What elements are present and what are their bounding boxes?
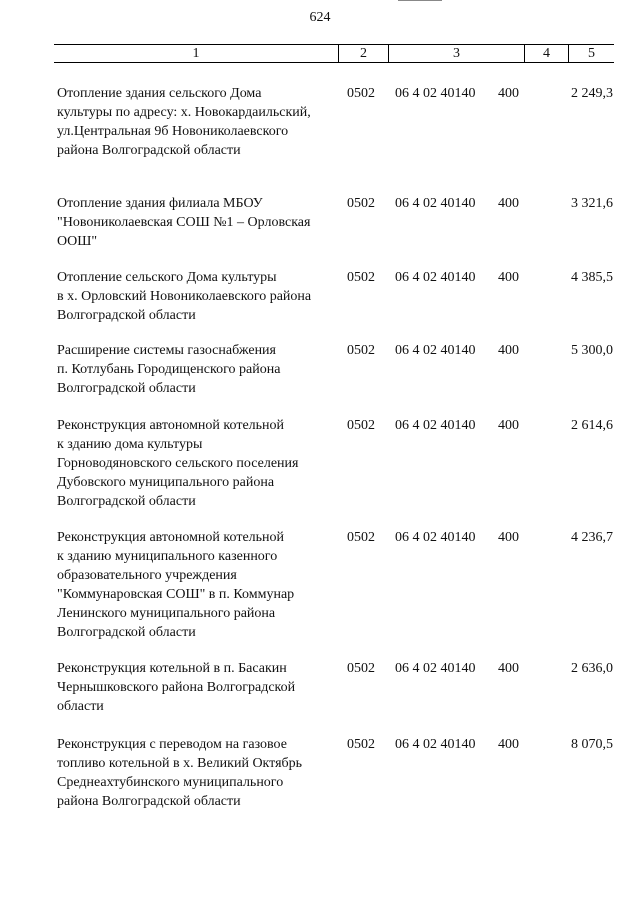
row-section: 0502	[347, 530, 375, 545]
row-type: 400	[498, 530, 519, 545]
row-code: 06 4 02 40140	[395, 418, 476, 433]
row-name: Реконструкция котельной в п. Басакин Чернышковского района Волгоградской области	[57, 661, 296, 714]
row-type: 400	[498, 270, 519, 285]
row-name: Реконструкция автономной котельной к зданию муниципального казенного образовательного учреждения "Коммунаровская СОШ" в п. Коммунар Ленинского муниципального района Волгоградской области	[57, 530, 295, 640]
row-section: 0502	[347, 661, 375, 676]
row-name: Отопление здания сельского Дома культуры по адресу: х. Новокардаильский, ул.Центральная 9б Новониколаевского района Волгоградской области	[57, 86, 311, 158]
row-sum: 5 300,0	[571, 343, 613, 358]
row-sum: 2 636,0	[571, 661, 613, 676]
row-code: 06 4 02 40140	[395, 86, 476, 101]
row-section: 0502	[347, 343, 375, 358]
row-name: Отопление сельского Дома культуры в х. Орловский Новониколаевского района Волгоградской области	[57, 270, 312, 323]
row-name: Расширение системы газоснабжения п. Котлубань Городищенского района Волгоградской области	[57, 343, 281, 396]
row-sum: 2 249,3	[571, 86, 613, 101]
row-name: Реконструкция автономной котельной к зданию дома культуры Горноводяновского сельского поселения Дубовского муниципального района Волгоградской области	[57, 418, 299, 509]
table-header	[54, 44, 614, 63]
header-col-3: 3	[389, 45, 525, 62]
row-type: 400	[498, 86, 519, 101]
row-code: 06 4 02 40140	[395, 661, 476, 676]
row-code: 06 4 02 40140	[395, 343, 476, 358]
row-sum: 4 236,7	[571, 530, 613, 545]
row-sum: 2 614,6	[571, 418, 613, 433]
row-section: 0502	[347, 418, 375, 433]
header-col-5: 5	[588, 46, 595, 61]
row-type: 400	[498, 737, 519, 752]
page-number: 624	[309, 10, 331, 25]
row-section: 0502	[347, 737, 375, 752]
header-col-2: 2	[339, 45, 389, 62]
row-sum: 8 070,5	[571, 737, 613, 752]
row-type: 400	[498, 343, 519, 358]
row-sum: 4 385,5	[571, 270, 613, 285]
row-name: Отопление здания филиала МБОУ "Новониколаевская СОШ №1 – Орловская ООШ"	[57, 196, 311, 249]
row-sum: 3 321,6	[571, 196, 613, 211]
row-section: 0502	[347, 196, 375, 211]
row-code: 06 4 02 40140	[395, 530, 476, 545]
row-code: 06 4 02 40140	[395, 270, 476, 285]
row-section: 0502	[347, 86, 375, 101]
row-type: 400	[498, 196, 519, 211]
row-type: 400	[498, 418, 519, 433]
header-col-1: 1	[54, 45, 339, 62]
row-code: 06 4 02 40140	[395, 737, 476, 752]
row-type: 400	[498, 661, 519, 676]
row-name: Реконструкция с переводом на газовое топливо котельной в х. Великий Октябрь Среднеахтубинского муниципального района Волгоградской области	[57, 737, 303, 809]
row-section: 0502	[347, 270, 375, 285]
scan-artifact-line	[398, 0, 442, 3]
row-code: 06 4 02 40140	[395, 196, 476, 211]
header-col-4: 4	[525, 45, 569, 62]
